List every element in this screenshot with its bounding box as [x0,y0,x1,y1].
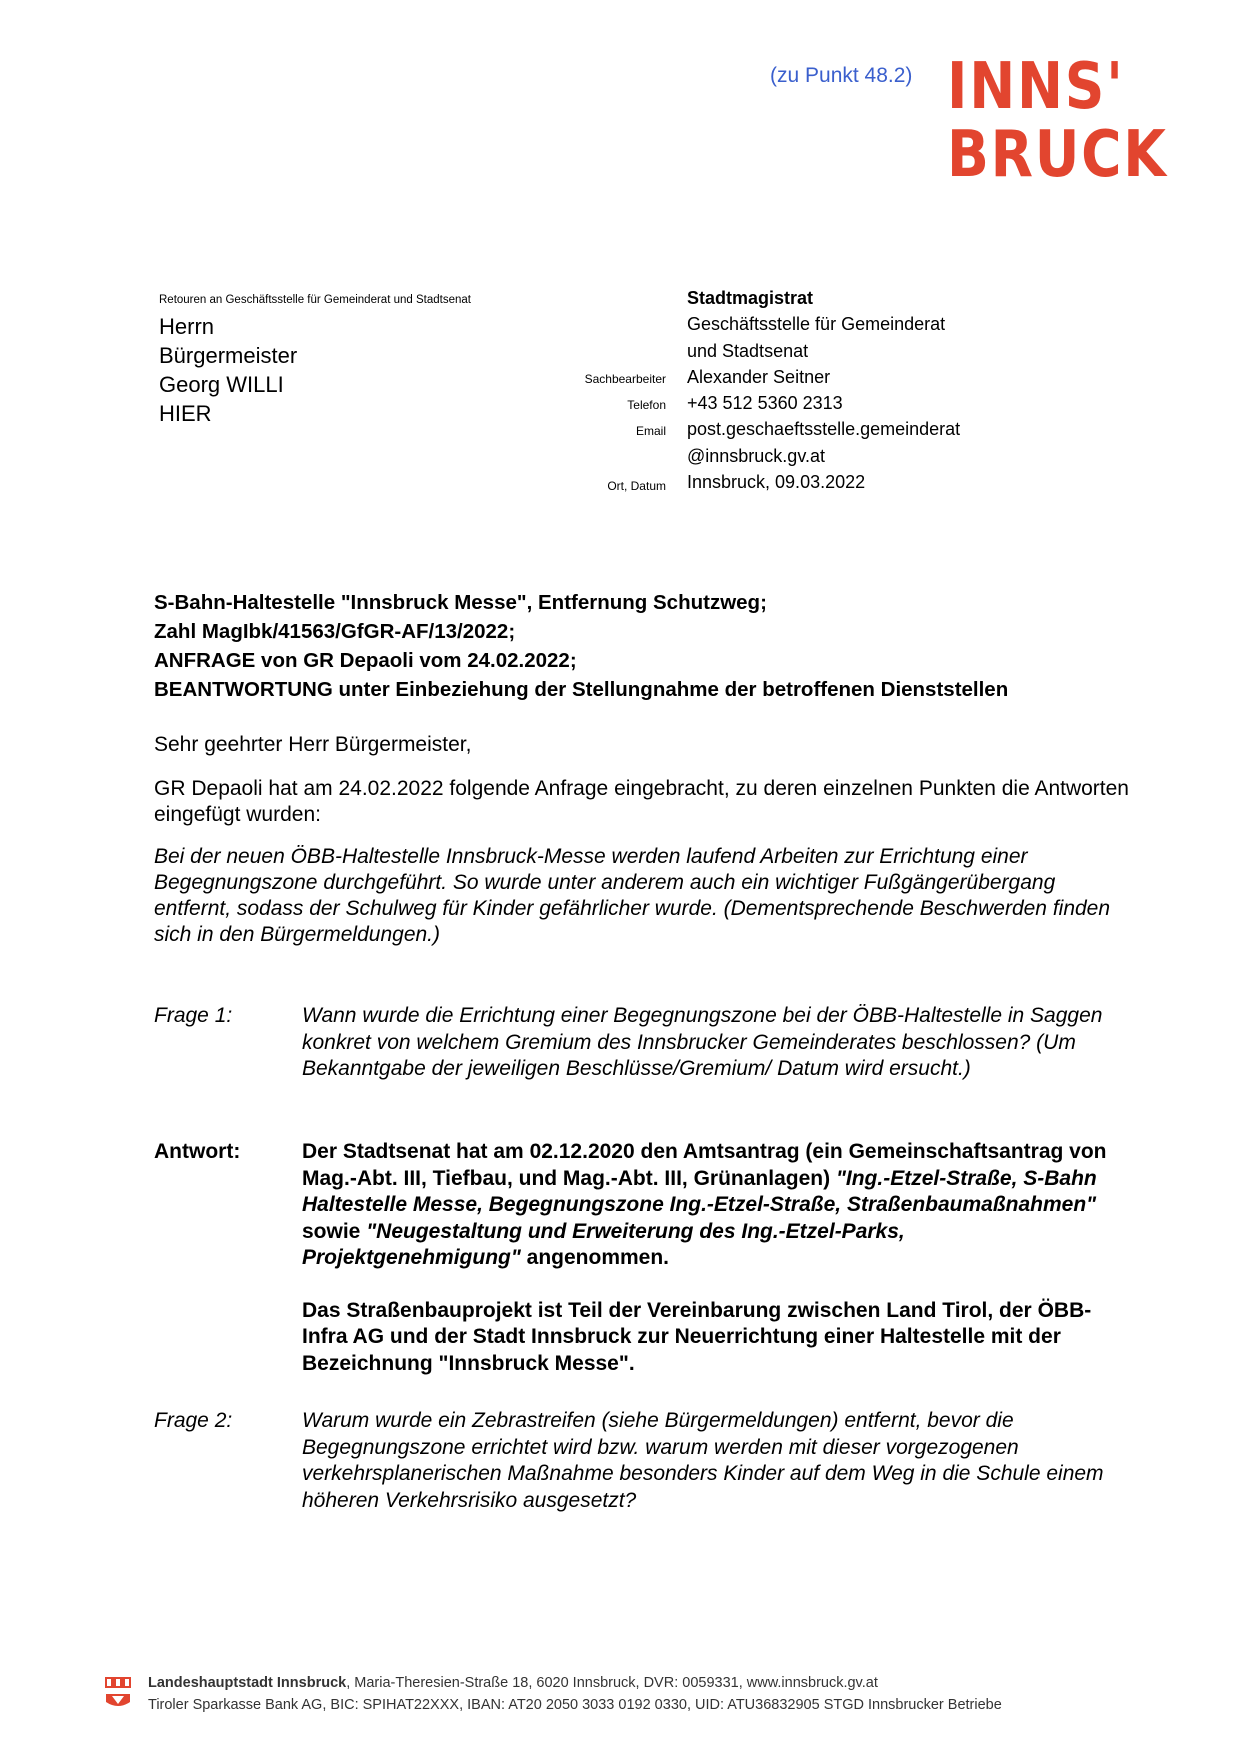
department-line: und Stadtsenat [687,340,809,361]
answer-text: angenommen. [520,1246,670,1269]
clerk-name: Alexander Seitner [687,366,831,387]
footer-line-1 [148,1672,1002,1694]
phone-label: Telefon [627,398,666,412]
city-emblem-icon [103,1674,133,1712]
office-name: Stadtmagistrat [687,288,814,308]
answer-text: sowie [302,1219,367,1243]
answer-1 [154,1139,1129,1377]
subject-line: S-Bahn-Haltestelle "Innsbruck Messe", Entfernung Schutzweg; [154,591,767,614]
inquiry-text: Bei der neuen ÖBB-Haltestelle Innsbruck-Messe werden laufend Arbeiten zur Errichtung einer Begegnungszone durchgeführt. So wurde unter anderem auch ein wichtiger Fußgängerübergang entfernt, sodass der Schulweg für Kinder gefährlicher wurde. (Dementsprechende Beschwerden finden sich in den Bürgermeldungen.) [154,845,1111,946]
place-date-label: Ort, Datum [607,479,666,493]
department-line: Geschäftsstelle für Gemeinderat [687,314,946,335]
subject-line: ANFRAGE von GR Depaoli vom 24.02.2022; [154,649,577,672]
email-label: Email [635,424,666,438]
question-1-label: Frage 1: [154,1004,233,1027]
clerk-label: Sachbearbeiter [584,372,666,386]
place-date: Innsbruck, 09.03.2022 [687,472,866,493]
question-1 [154,1003,1129,1083]
sender-block [687,285,960,495]
recipient-address [159,312,297,428]
email-address-1: post.geschaeftsstelle.gemeinderat [687,419,961,440]
recipient-line: HIER [159,401,212,426]
question-1-text: Wann wurde die Errichtung einer Begegnungszone bei der ÖBB-Haltestelle in Saggen konkret von welchem Gremium des Innsbrucker Gemeinderates beschlossen? (Um Bekanntgabe der jeweiligen Beschlüsse/Gremium/ Datum wird ersucht.) [302,1004,1103,1080]
reference-note: (zu Punkt 48.2) [770,64,913,87]
question-2 [154,1408,1129,1514]
answer-1-paragraph-1 [302,1139,1129,1272]
email-address-2: @innsbruck.gv.at [687,445,825,466]
subject-line: BEANTWORTUNG unter Einbeziehung der Stellungnahme der betroffenen Dienststellen [154,678,1009,701]
answer-text: Der Stadtsenat hat am 02.12.2020 den Amtsantrag (ein Gemeinschaftsantrag von Mag.-Abt. III, Tiefbau, und Mag.-Abt. III, Grünanlagen) [302,1140,1107,1190]
footer [103,1672,1002,1716]
footer-address: , Maria-Theresien-Straße 18, 6020 Innsbruck, DVR: 0059331, www.innsbruck.gv.at [346,1675,878,1691]
logo-line-1: INNS' [947,50,1125,124]
answer-title-italic: "Ing.-Etzel-Straße, S-Bahn Haltestelle Messe, Begegnungszone Ing.-Etzel-Straße, Straßenbaumaßnahmen" [302,1166,1097,1216]
question-2-label: Frage 2: [154,1409,233,1432]
question-2-text: Warum wurde ein Zebrastreifen (siehe Bürgermeldungen) entfernt, bevor die Begegnungszone errichtet wird bzw. warum werden mit dieser vorgezogenen verkehrsplanerischen Maßnahme besonders Kinder auf dem Weg in die Schule einem höheren Verkehrsrisiko ausgesetzt? [302,1409,1104,1512]
recipient-line: Herrn [159,314,215,339]
subject-line: Zahl MagIbk/41563/GfGR-AF/13/2022; [154,620,516,643]
answer-title-italic: "Neugestaltung und Erweiterung des Ing.-Etzel-Parks, Projektgenehmigung" [302,1219,905,1269]
answer-1-label: Antwort: [154,1140,241,1163]
recipient-line: Georg WILLI [159,372,284,397]
innsbruck-logo [947,50,1192,192]
logo-line-2: BRUCK [947,118,1168,192]
footer-line-2: Tiroler Sparkasse Bank AG, BIC: SPIHAT22XXX, IBAN: AT20 2050 3033 0192 0330, UID: ATU36832905 STGD Innsbrucker Betriebe [148,1697,1002,1713]
recipient-line: Bürgermeister [159,343,298,368]
subject-block [154,588,1008,704]
return-address: Retouren an Geschäftsstelle für Gemeinderat und Stadtsenat [159,294,471,306]
answer-1-paragraph-2: Das Straßenbauprojekt ist Teil der Vereinbarung zwischen Land Tirol, der ÖBB-Infra AG und der Stadt Innsbruck zur Neuerrichtung einer Haltestelle mit der Bezeichnung "Innsbruck Messe". [302,1298,1092,1375]
intro-paragraph: GR Depaoli hat am 24.02.2022 folgende Anfrage eingebracht, zu deren einzelnen Punkten die Antworten eingefügt wurden: [154,777,1129,826]
salutation: Sehr geehrter Herr Bürgermeister, [154,733,472,756]
footer-org-name: Landeshauptstadt Innsbruck [148,1675,347,1691]
phone-number: +43 512 5360 2313 [687,393,843,414]
